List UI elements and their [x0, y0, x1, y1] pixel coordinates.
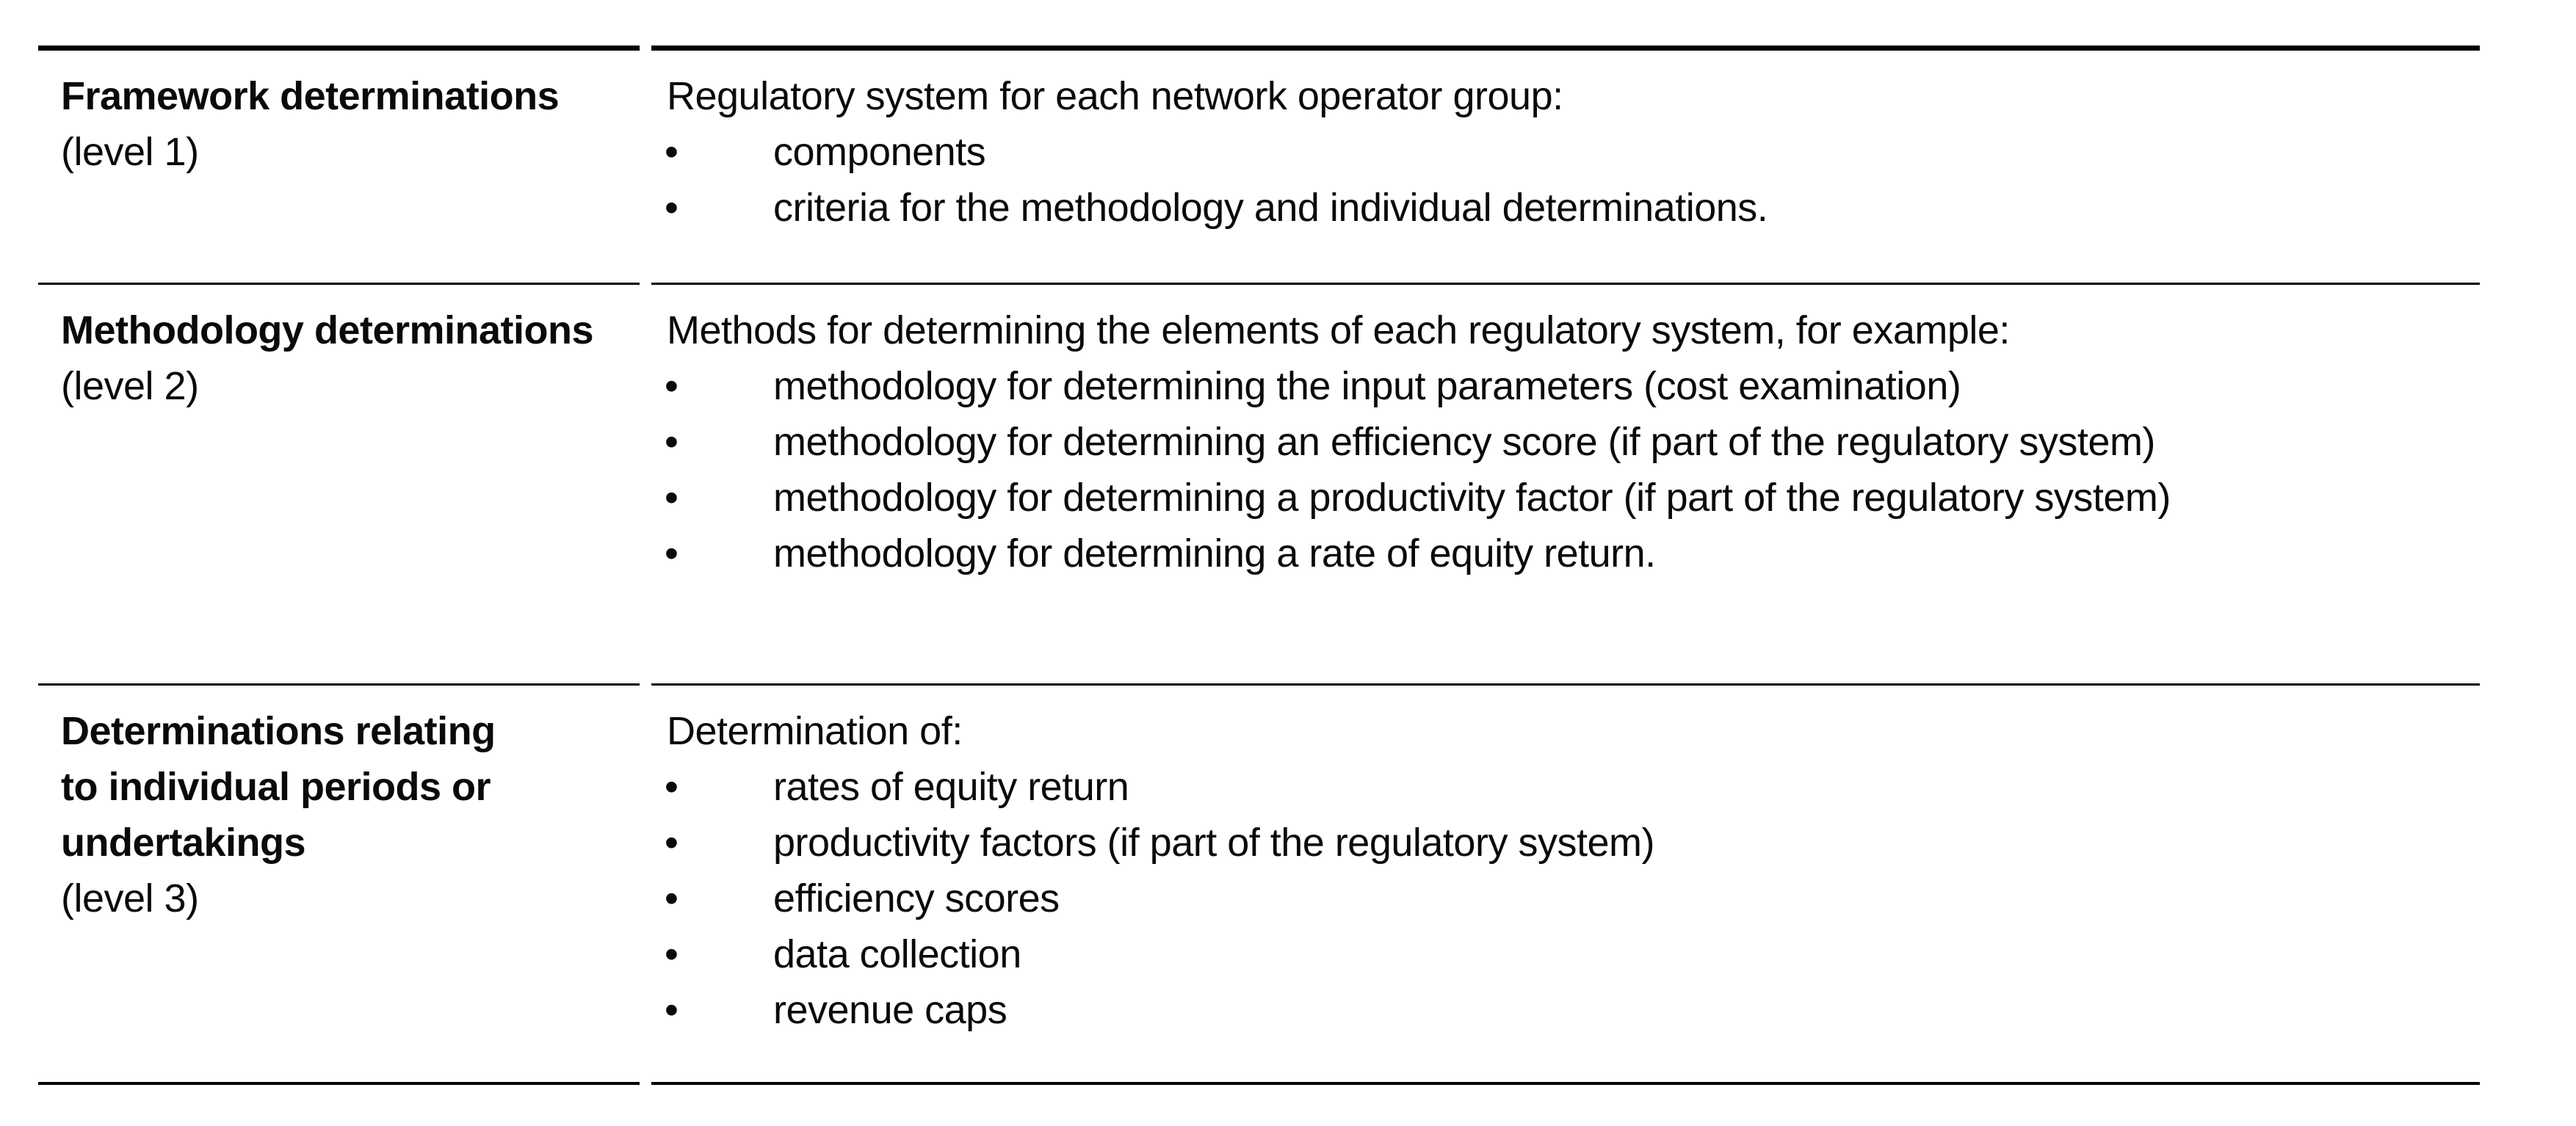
bullet-item: [651, 982, 2465, 1038]
row-title: Framework determinations: [61, 74, 560, 118]
bullet-item: [651, 759, 2465, 815]
row-framework-header-cell: [38, 46, 640, 285]
row-title: Determinations relating: [61, 709, 496, 753]
bullet-icon: •: [665, 765, 679, 809]
bullet-icon: •: [665, 876, 679, 920]
bullet-text: methodology for determining a rate of equity return.: [773, 531, 1656, 575]
bullet-icon: •: [665, 988, 679, 1032]
bullet-icon: •: [665, 186, 679, 230]
row-methodology-header-cell: [38, 285, 640, 686]
bullet-item: [651, 815, 2465, 871]
row-individual-body-cell: [651, 686, 2480, 1085]
bullet-icon: •: [665, 130, 679, 174]
bullet-item: [651, 358, 2465, 414]
row-title: to individual periods or: [61, 765, 491, 809]
bullet-text: methodology for determining the input parameters (cost examination): [773, 364, 1961, 408]
row-title: undertakings: [61, 821, 306, 865]
bullet-text: criteria for the methodology and individual determinations.: [773, 186, 1768, 230]
determination-levels-table: [38, 46, 2480, 1085]
bullet-icon: •: [665, 821, 679, 865]
bullet-icon: •: [665, 420, 679, 464]
bullet-item: [651, 871, 2465, 926]
bullet-text: data collection: [773, 932, 1021, 976]
bullet-text: components: [773, 130, 986, 174]
bullet-text: efficiency scores: [773, 876, 1060, 920]
bullet-text: productivity factors (if part of the regulatory system): [773, 821, 1654, 865]
intro-text: Determination of:: [667, 709, 963, 753]
bullet-icon: •: [665, 476, 679, 520]
row-framework-body-cell: [651, 46, 2480, 285]
bullet-item: [651, 526, 2465, 581]
row-level-label: (level 2): [61, 364, 199, 408]
bullet-icon: •: [665, 531, 679, 575]
bullet-item: [651, 124, 2465, 180]
row-individual-header-cell: [38, 686, 640, 1085]
bullet-item: [651, 470, 2465, 526]
bullet-text: methodology for determining an efficiency score (if part of the regulatory system): [773, 420, 2155, 464]
intro-text: Regulatory system for each network operator group:: [667, 74, 1563, 118]
bullet-text: revenue caps: [773, 988, 1007, 1032]
bullet-item: [651, 180, 2465, 236]
bullet-item: [651, 414, 2465, 470]
bullet-icon: •: [665, 932, 679, 976]
row-level-label: (level 1): [61, 130, 199, 174]
bullet-text: rates of equity return: [773, 765, 1129, 809]
row-methodology-body-cell: [651, 285, 2480, 686]
row-level-label: (level 3): [61, 876, 199, 920]
bullet-item: [651, 926, 2465, 982]
bullet-text: methodology for determining a productivity factor (if part of the regulatory system): [773, 476, 2171, 520]
intro-text: Methods for determining the elements of each regulatory system, for example:: [667, 308, 2010, 352]
row-title: Methodology determinations: [61, 308, 594, 352]
bullet-icon: •: [665, 364, 679, 408]
